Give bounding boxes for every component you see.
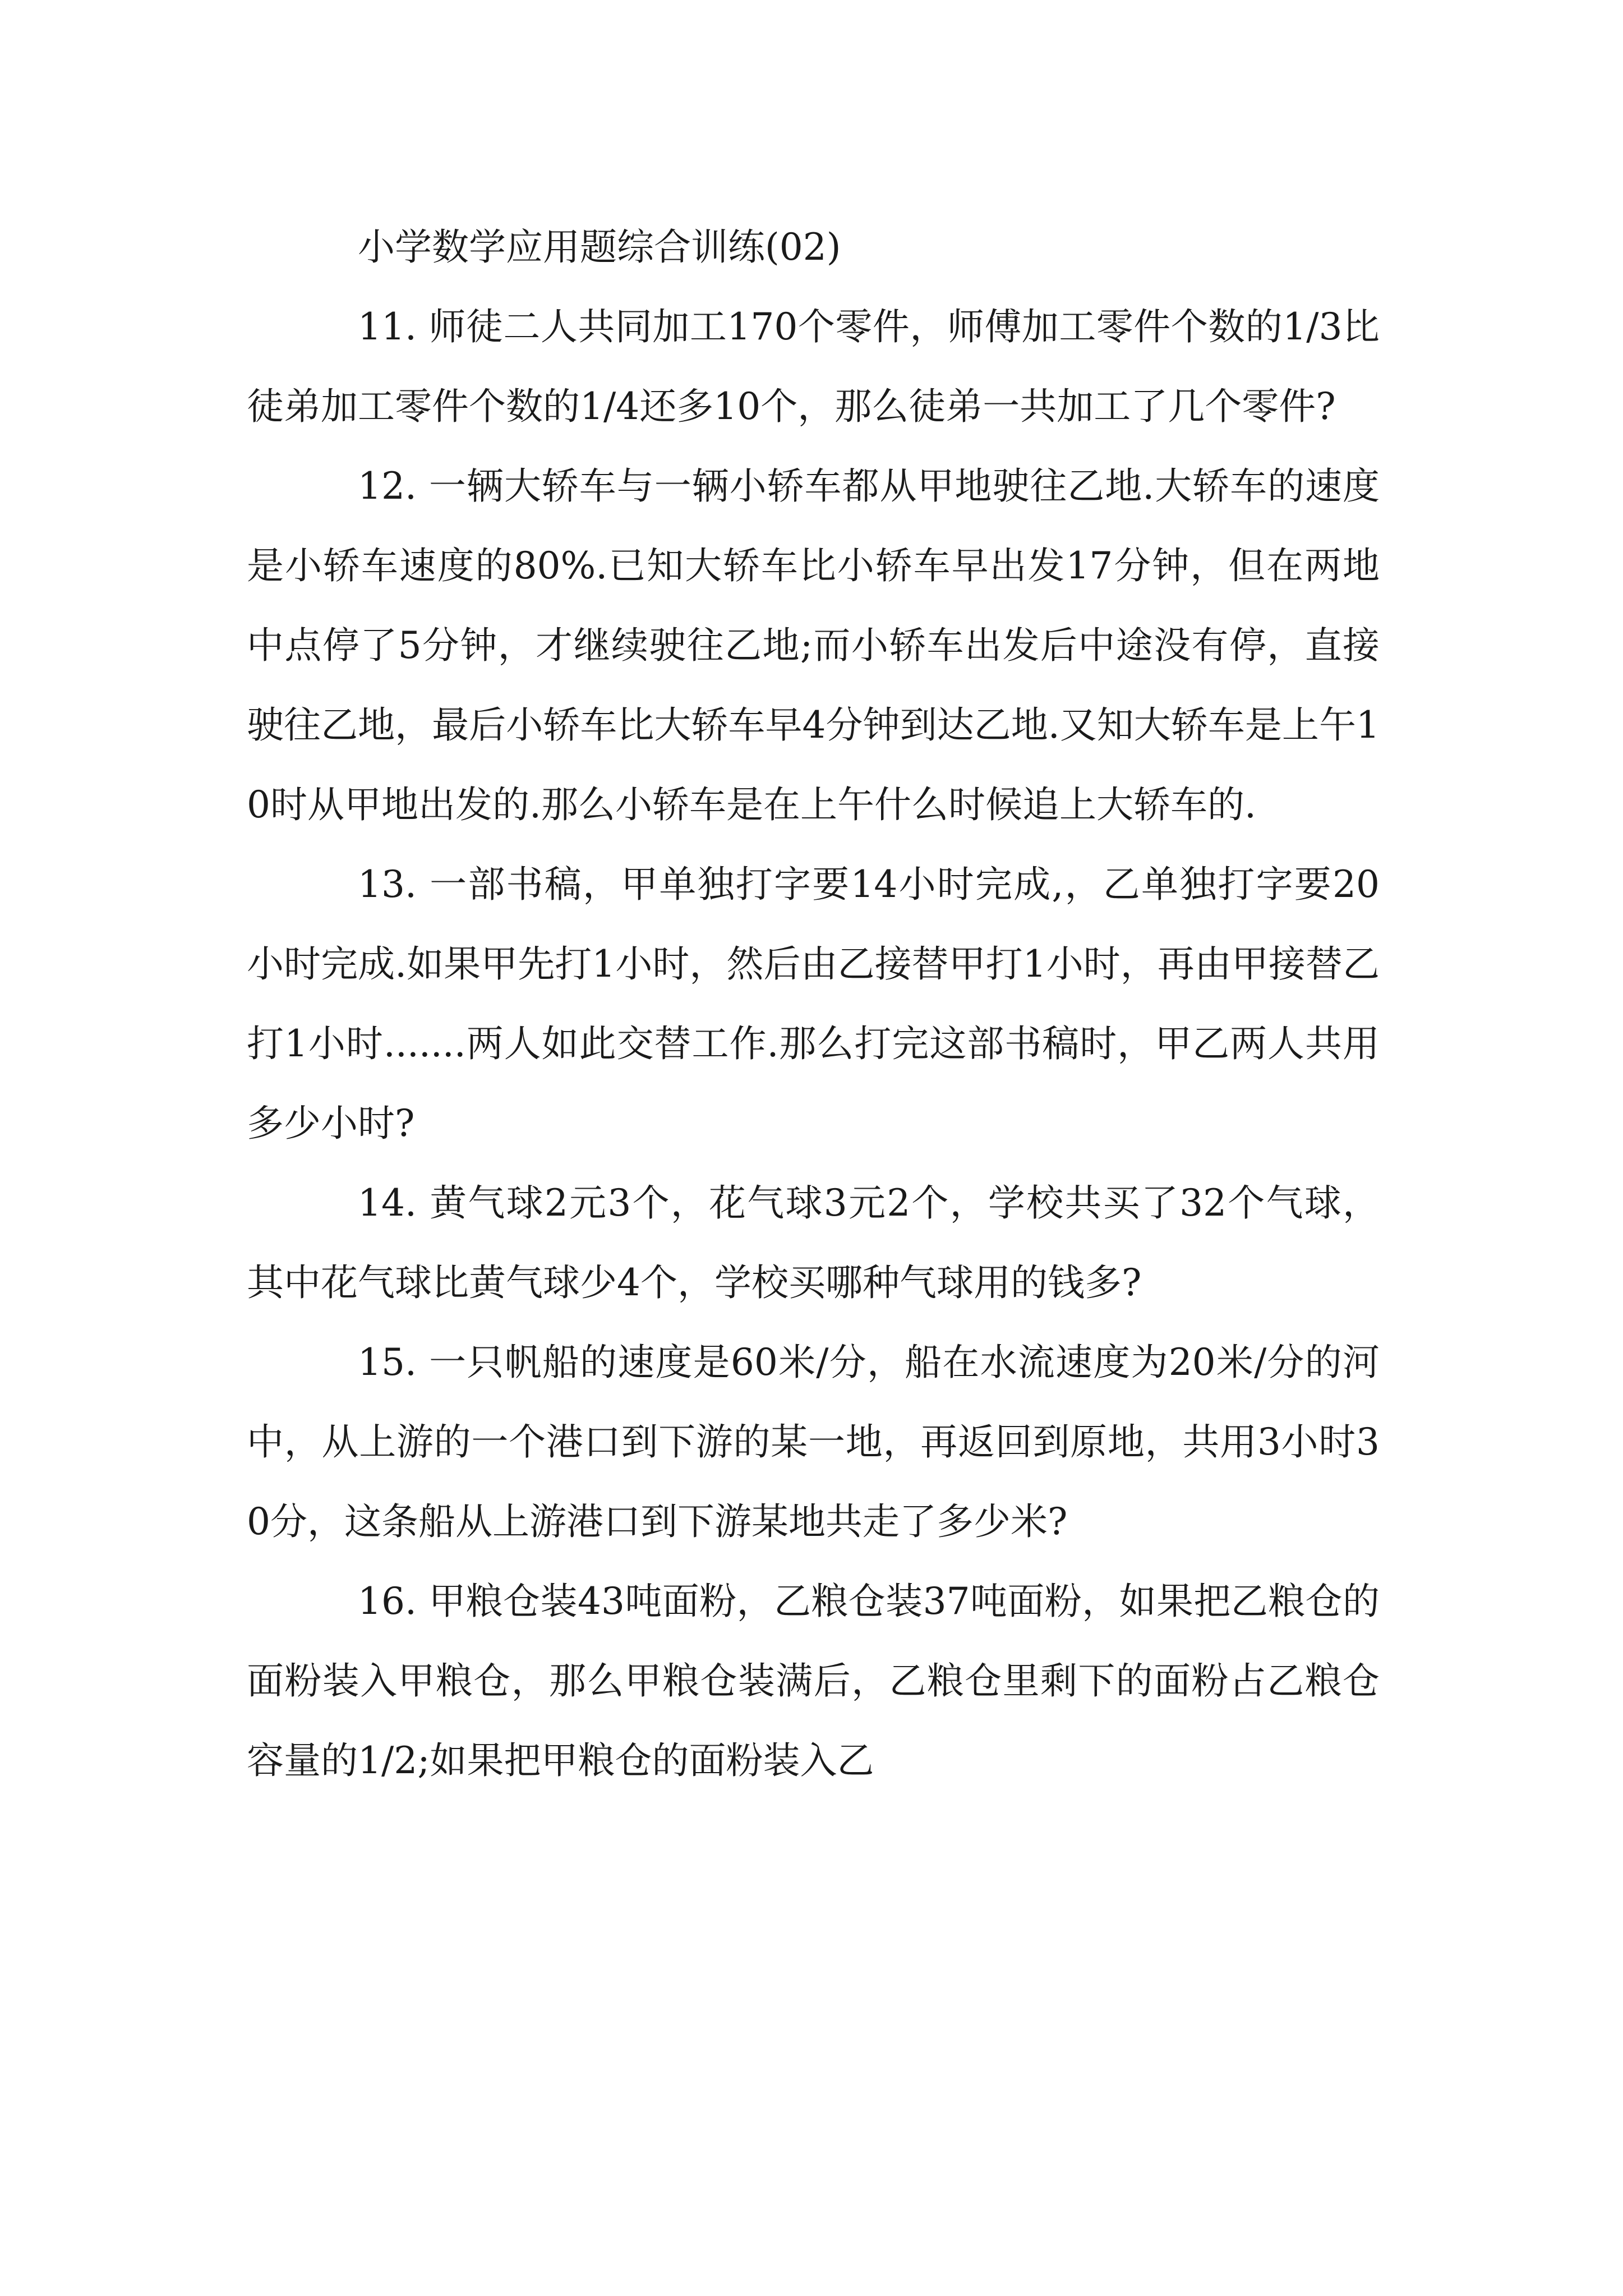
problem-16: 16. 甲粮仓装43吨面粉，乙粮仓装37吨面粉，如果把乙粮仓的面粉装入甲粮仓，那么甲粮仓装满后，乙粮仓里剩下的面粉占乙粮仓容量的1/2;如果把甲粮仓的面粉装入乙: [247, 1580, 1380, 1782]
problem-15: 15. 一只帆船的速度是60米/分，船在水流速度为20米/分的河中，从上游的一个港口到下游的某一地，再返回到原地，共用3小时30分，这条船从上游港口到下游某地共走了多少米?: [247, 1341, 1380, 1543]
problem-11: 11. 师徒二人共同加工170个零件，师傅加工零件个数的1/3比徒弟加工零件个数的1/4还多10个，那么徒弟一共加工了几个零件?: [247, 305, 1380, 428]
document-body: [247, 208, 1380, 1801]
document-title: 小学数学应用题综合训练(02): [358, 226, 841, 269]
problem-13: 13. 一部书稿，甲单独打字要14小时完成,，乙单独打字要20小时完成.如果甲先打1小时，然后由乙接替甲打1小时，再由甲接替乙打1小时.......两人如此交替工作.那么打完这部书稿时，甲乙两人共用多少小时?: [247, 863, 1380, 1145]
problem-14: 14. 黄气球2元3个，花气球3元2个，学校共买了32个气球，其中花气球比黄气球少4个，学校买哪种气球用的钱多?: [247, 1181, 1380, 1304]
problem-12: 12. 一辆大轿车与一辆小轿车都从甲地驶往乙地.大轿车的速度是小轿车速度的80%.已知大轿车比小轿车早出发17分钟，但在两地中点停了5分钟，才继续驶往乙地;而小轿车出发后中途没有停，直接驶往乙地，最后小轿车比大轿车早4分钟到达乙地.又知大轿车是上午10时从甲地出发的.那么小轿车是在上午什么时候追上大轿车的.: [247, 464, 1380, 826]
